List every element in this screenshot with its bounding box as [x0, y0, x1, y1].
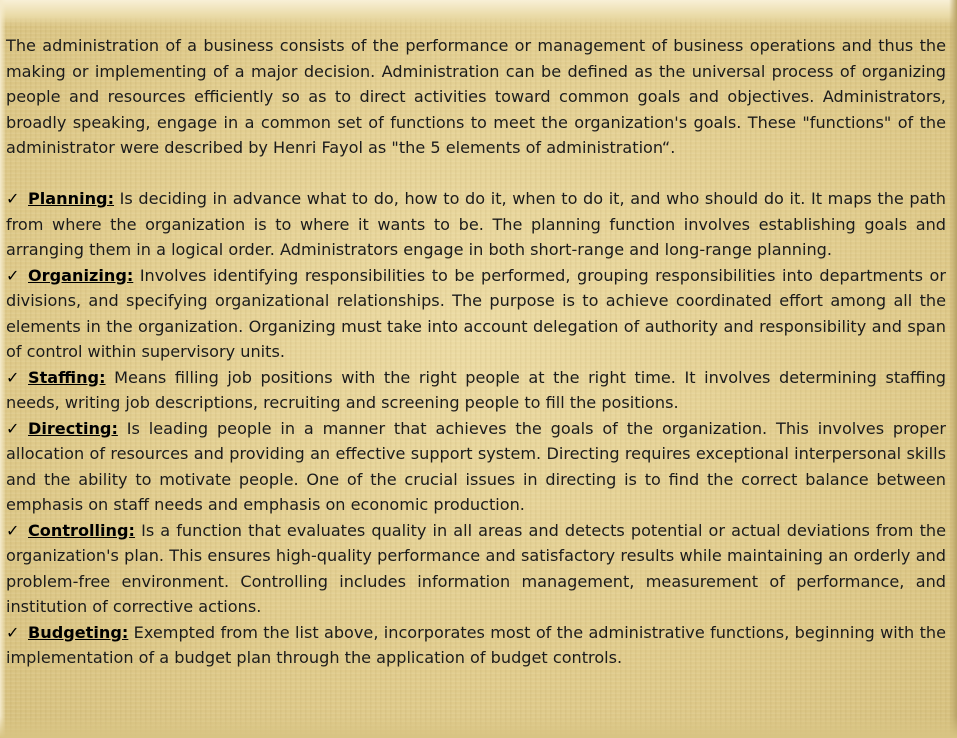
function-item-organizing — [6, 263, 946, 365]
bottom-bevel — [0, 716, 957, 738]
function-term: Staffing: — [28, 367, 106, 387]
function-term: Organizing: — [28, 265, 134, 285]
function-item-controlling — [6, 518, 946, 620]
function-item-staffing — [6, 365, 946, 416]
function-description: Involves identifying responsibilities to be performed, grouping responsibilities into departments or divisions, and specifying organizational relationships. The purpose is to achieve coordinated effort among all the elements in the organization. Organizing must take into account delegation of authority and responsibility and span of control within supervisory units. — [6, 265, 946, 361]
checkmark-icon: ✓ — [6, 367, 20, 387]
function-description: Means filling job positions with the right people at the right time. It involves determining staffing needs, writing job descriptions, recruiting and screening people to fill the positions. — [6, 367, 946, 412]
checkmark-icon: ✓ — [6, 622, 20, 642]
function-term: Budgeting: — [28, 622, 129, 642]
function-term: Planning: — [28, 189, 115, 208]
function-item-directing — [6, 416, 946, 518]
checkmark-icon: ✓ — [6, 418, 20, 438]
function-item-planning — [6, 186, 946, 263]
function-description: Exempted from the list above, incorporates most of the administrative functions, beginning with the implementation of a budget plan through the application of budget controls. — [6, 622, 946, 667]
function-description: Is leading people in a manner that achieves the goals of the organization. This involves proper allocation of resources and providing an effective support system. Directing requires exceptional interpersonal skills and the ability to motivate people. One of the crucial issues in directing is to find the correct balance between emphasis on staff needs and emphasis on economic production. — [6, 418, 946, 514]
checkmark-icon: ✓ — [6, 265, 20, 285]
checkmark-icon: ✓ — [6, 189, 20, 208]
function-term: Controlling: — [28, 520, 135, 540]
right-bevel — [949, 0, 957, 738]
intro-paragraph: The administration of a business consists of the performance or management of business operations and thus the making or implementing of a major decision. Administration can be defined as the universal process of organizing people and resources efficiently so as to direct activities toward common goals and objectives. Administrators, broadly speaking, engage in a common set of functions to meet the organization's goals. These "functions" of the administrator were described by Henri Fayol as "the 5 elements of administration“. — [6, 36, 946, 157]
function-description: Is a function that evaluates quality in all areas and detects potential or actual deviations from the organization's plan. This ensures high-quality performance and satisfactory results while maintaining an orderly and problem-free environment. Controlling includes information management, measurement of performance, and institution of corrective actions. — [6, 520, 946, 616]
text-body — [6, 33, 946, 671]
checkmark-icon: ✓ — [6, 520, 20, 540]
function-description: Is deciding in advance what to do, how to do it, when to do it, and who should do it. It maps the path from where the organization is to where it wants to be. The planning function involves establishing goals and arranging them in a logical order. Administrators engage in both short-range and long-range planning. — [6, 189, 946, 259]
function-term: Directing: — [28, 418, 118, 438]
function-item-budgeting — [6, 620, 946, 671]
top-bevel — [0, 0, 957, 26]
